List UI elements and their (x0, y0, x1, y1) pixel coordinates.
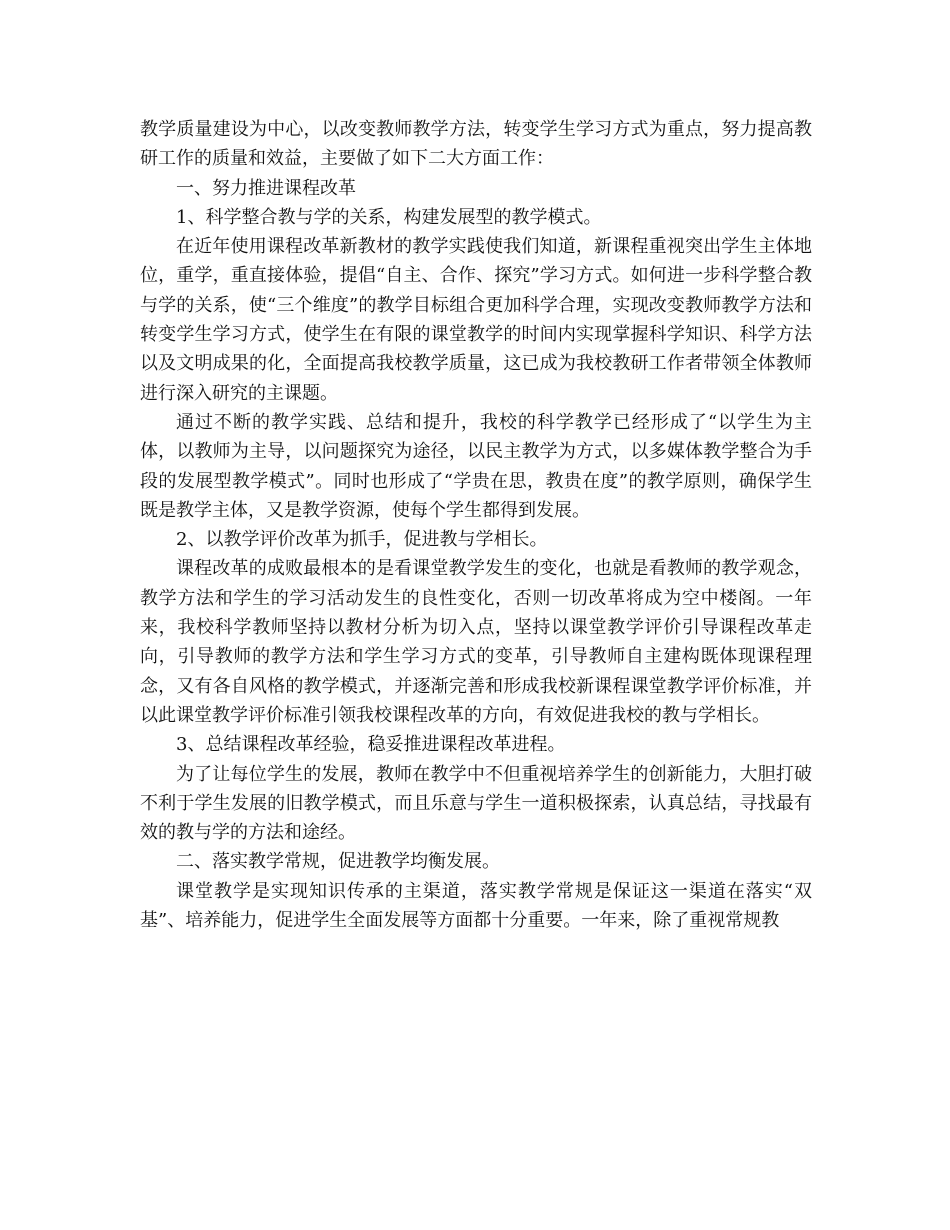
paragraph: 课堂教学是实现知识传承的主渠道，落实教学常规是保证这一渠道在落实“双基”、培养能力，促进学生全面发展等方面都十分重要。一年来，除了重视常规教 (140, 880, 812, 932)
paragraph: 通过不断的教学实践、总结和提升，我校的科学教学已经形成了“以学生为主体，以教师为主导，以问题探究为途径，以民主教学为方式，以多媒体教学整合为手段的发展型教学模式”。同时也形成了“学贵在思，教贵在度”的教学原则，确保学生既是教学主体，又是教学资源，使每个学生都得到发展。 (140, 411, 812, 521)
subheading-1-1: 1、科学整合教与学的关系，构建发展型的教学模式。 (176, 206, 602, 228)
section-heading-2: 二、落实教学常规，促进教学均衡发展。 (176, 851, 500, 873)
paragraph: 课程改革的成败最根本的是看课堂教学发生的变化，也就是看教师的教学观念，教学方法和学生的学习活动发生的良性变化，否则一切改革将成为空中楼阁。一年来，我校科学教师坚持以教材分析为切入点，坚持以课堂教学评价引导课程改革走向，引导教师的教学方法和学生学习方式的变革，引导教师自主建构既体现课程理念，又有各自风格的教学模式，并逐渐完善和形成我校新课程课堂教学评价标准，并以此课堂教学评价标准引领我校课程改革的方向，有效促进我校的教与学相长。 (140, 558, 812, 726)
paragraph: 在近年使用课程改革新教材的教学实践使我们知道，新课程重视突出学生主体地位，重学，重直接体验，提倡“自主、合作、探究”学习方式。如何进一步科学整合教与学的关系，使“三个维度”的教学目标组合更加科学合理，实现改变教师教学方法和转变学生学习方式，使学生在有限的课堂教学的时间内实现掌握科学知识、科学方法以及文明成果的化，全面提高我校教学质量，这已成为我校教研工作者带领全体教师进行深入研究的主课题。 (140, 236, 812, 404)
section-heading-1: 一、努力推进课程改革 (176, 177, 356, 199)
subheading-1-3: 3、总结课程改革经验，稳妥推进课程改革进程。 (176, 734, 566, 756)
paragraph-intro: 教学质量建设为中心，以改变教师教学方法，转变学生学习方式为重点，努力提高教研工作的质量和效益，主要做了如下二大方面工作： (140, 119, 812, 170)
document-body (140, 115, 812, 935)
paragraph: 为了让每位学生的发展，教师在教学中不但重视培养学生的创新能力，大胆打破不利于学生发展的旧教学模式，而且乐意与学生一道积极探索，认真总结，寻找最有效的教与学的方法和途经。 (140, 763, 812, 844)
subheading-1-2: 2、以教学评价改革为抓手，促进教与学相长。 (176, 529, 548, 551)
